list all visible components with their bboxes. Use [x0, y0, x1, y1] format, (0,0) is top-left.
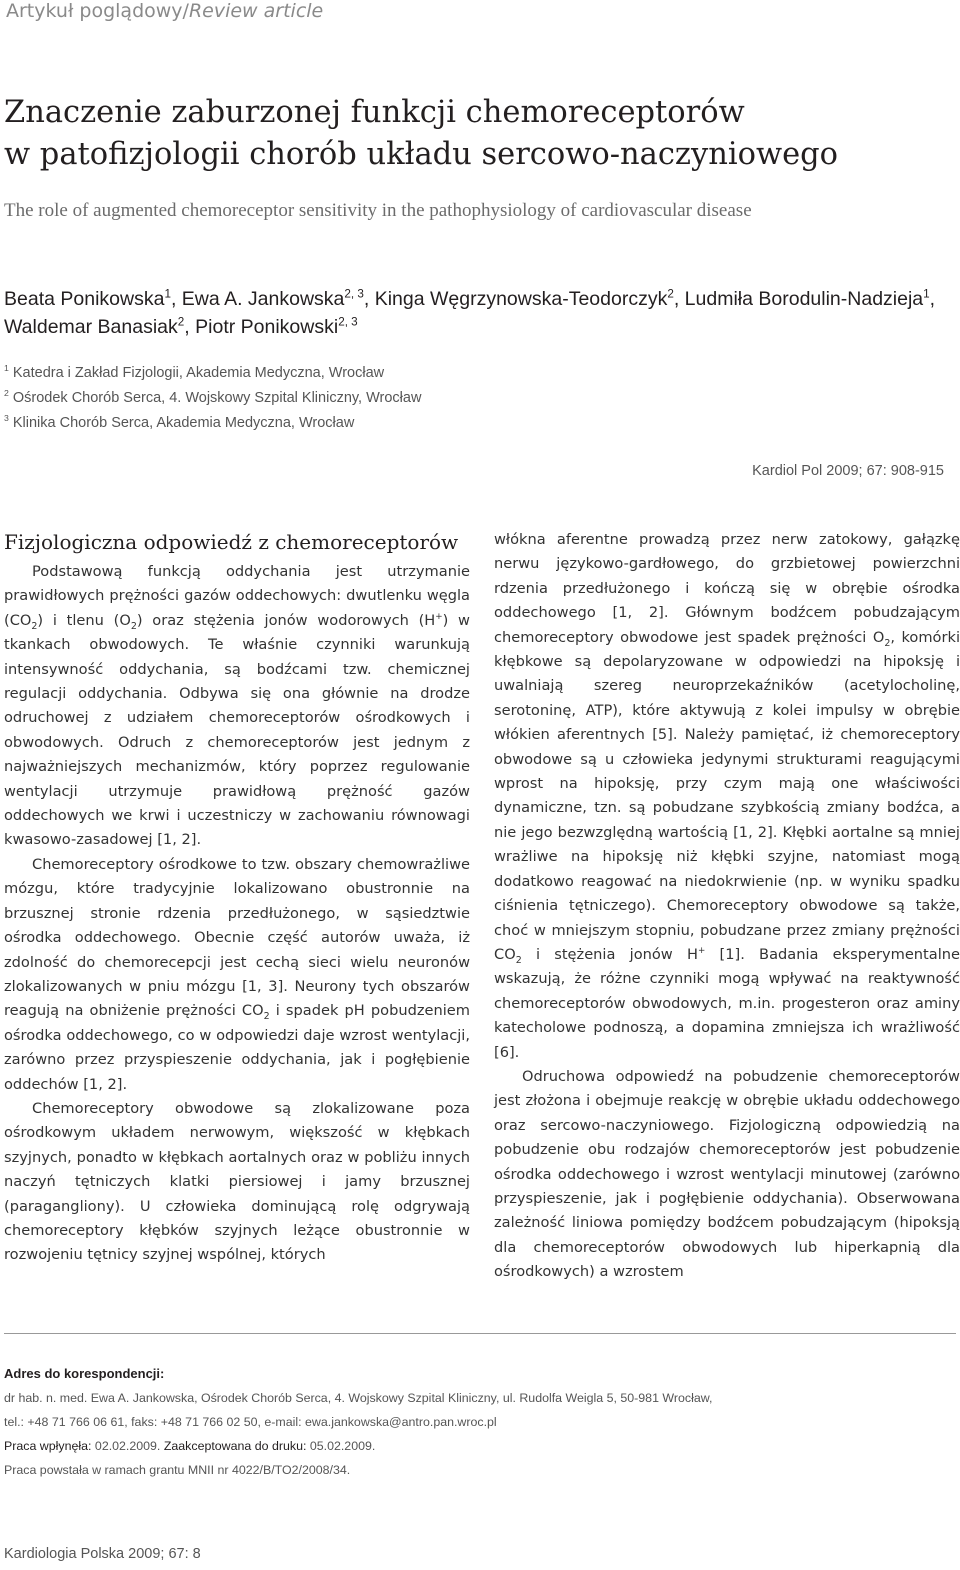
affiliations [4, 361, 421, 436]
grant-note: Praca powstała w ramach grantu MNII nr 4022/B/TO2/2008/34. [4, 1463, 351, 1477]
article-type-pl: Artykuł poglądowy/ [6, 0, 189, 22]
submission-dates: Praca wpłynęła: 02.02.2009. Zaakceptowana do druku: 05.02.2009. [4, 1439, 376, 1453]
authors-line-1: Beata Ponikowska$^1$, Ewa A. Jankowska$^{2, 3}$, Kinga Węgrzynowska-Teodorczyk$^2$, Ludmiła Borodulin-Nadzieja$^1$, [4, 287, 936, 310]
journal-citation: Kardiol Pol 2009; 67: 908-915 [752, 463, 944, 479]
paragraph: Podstawową funkcją oddychania jest utrzymanie prawidłowych prężności gazów oddechowych: dwutlenku węgla $(CO_2)$ i tlenu $(O_2)$ oraz stężenia jonów wodorowych (H+) w tkankach obwodowych. Te właśnie czynniki warunkują intensywność oddychania, są bodźcami tzw. chemicznej regulacji oddychania. Odbywa się ona głównie na drodze odruchowej z udziałem chemoreceptorów ośrodkowych i obwodowych. Odruch z chemoreceptorów jest jednym z najważniejszych mechanizmów, który poprzez regulowanie wentylacji utrzymuje prawidłową prężność gazów oddechowych we krwi i uczestniczy w zachowaniu równowagi kwasowo-zasadowej [1, 2]. [4, 563, 470, 849]
paragraph: Odruchowa odpowiedź na pobudzenie chemoreceptorów jest złożona i obejmuje reakcję w obrębie układu oddechowego oraz sercowo-naczyniowego. Fizjologiczną odpowiedzią na pobudzenie obu rodzajów chemoreceptorów jest pobudzenie ośrodka oddechowego i wzrost wentylacji minutowej (zarówno przyspieszenie, jak i pogłębienie oddychania). Obserwowana zależność liniowa pomiędzy bodźcem pobudzającym (hipoksją dla chemoreceptorów obwodowych lub hiperkapnią dla ośrodkowych) a wzrostem [494, 1067, 960, 1281]
article-type-label [6, 0, 323, 22]
author-list [4, 285, 954, 341]
body-column-left [4, 528, 470, 1268]
body-column-right [494, 528, 960, 1285]
article-type-en: Review article [188, 0, 324, 22]
correspondence-heading: Adres do korespondencji: [4, 1366, 165, 1381]
paragraph: Chemoreceptory ośrodkowe to tzw. obszary chemowrażliwe mózgu, które tradycyjnie lokalizowano obustronnie na brzusznej stronie rdzenia przedłużonego, w sąsiedztwie ośrodka oddechowego. Obecnie część autorów uważa, iż zdolność do chemorecepcji jest cechą sieci wielu neuronów zlokalizowanych w pniu mózgu [1, 3]. Neurony tych obszarów reagują na obniżenie prężności $CO_2$ i spadek pH pobudzeniem ośrodka oddechowego, co w odpowiedzi daje wzrost wentylacji, zarówno przez przyspieszenie oddychania, jak i pogłębienie oddechów [1, 2]. [4, 855, 470, 1093]
correspondence-address: dr hab. n. med. Ewa A. Jankowska, Ośrodek Chorób Serca, 4. Wojskowy Szpital Kliniczny, ul. Rudolfa Weigla 5, 50-981 Wrocław, [4, 1391, 713, 1405]
paragraph: Chemoreceptory obwodowe są zlokalizowane poza ośrodkowym układem nerwowym, większość w kłębkach szyjnych, ponadto w kłębkach aortalnych oraz w pobliżu innych naczyń tętniczych klatki piersiowej i jamy brzusznej (paragangliony). U człowieka dominującą rolę odgrywają chemoreceptory kłębków szyjnych leżące obustronnie w rozwojeniu tętnicy szyjnej wspólnej, których [4, 1099, 470, 1264]
title-line-2: w patofizjologii chorób układu sercowo-naczyniowego [4, 137, 839, 172]
section-heading: Fizjologiczna odpowiedź z chemoreceptorów [4, 530, 459, 554]
english-title: The role of augmented chemoreceptor sensitivity in the pathophysiology of cardiovascular disease [4, 200, 752, 221]
article-title [4, 92, 954, 176]
affiliation-1: $^1$ Katedra i Zakład Fizjologii, Akademia Medyczna, Wrocław [4, 363, 385, 381]
correspondence-block [4, 1362, 954, 1482]
correspondence-contact: tel.: +48 71 766 06 61, faks: +48 71 766 02 50, e-mail: ewa.jankowska@antro.pan.wroc.pl [4, 1415, 497, 1429]
page-footer: Kardiologia Polska 2009; 67: 8 [4, 1546, 201, 1562]
divider [4, 1333, 956, 1334]
title-line-1: Znaczenie zaburzonej funkcji chemoreceptorów [4, 95, 745, 130]
authors-line-2: Waldemar Banasiak$^2$, Piotr Ponikowski$^{2, 3}$ [4, 315, 358, 338]
affiliation-3: $^3$ Klinika Chorób Serca, Akademia Medyczna, Wrocław [4, 413, 355, 431]
affiliation-2: $^2$ Ośrodek Chorób Serca, 4. Wojskowy Szpital Kliniczny, Wrocław [4, 388, 422, 406]
paragraph: włókna aferentne prowadzą przez nerw zatokowy, gałązkę nerwu językowo-gardłowego, do grzbietowej powierzchni rdzenia przedłużonego i kończą się w obrębie ośrodka oddechowego [1, 2]. Głównym bodźcem pobudzającym chemoreceptory obwodowe jest spadek prężności $O_2$, komórki kłębkowe są depolaryzowane w odpowiedzi na hipoksję i uwalniają szereg neuroprzekaźników (acetylocholinę, serotoninę, ATP), które aktywują z kolei impulsy w obrębie włókien aferentnych [5]. Należy pamiętać, iż chemoreceptory obwodowe są u człowieka jedynymi strukturami reagującymi wprost na hipoksję, przy czym mają one właściwości dynamiczne, tzn. są pobudzane szybkością zmiany bodźca, a nie jego bezwzględną wartością [1, 2]. Kłębki aortalne są mniej wrażliwe na hipoksję niż kłębki szyjne, natomiast mogą dodatkowo reagować na niedokrwienie (np. w wyniku spadku ciśnienia tętniczego). Chemoreceptory obwodowe są także, choć w mniejszym stopniu, pobudzane przez zmiany prężności $CO_2$ i stężenia jonów H+ [1]. Badania eksperymentalne wskazują, że różne czynniki mogą wpływać na reaktywność chemoreceptorów obwodowych, m.in. progesteron oraz aminy katecholowe podnoszą, a dopamina zmniejsza ich wrażliwość [6]. [494, 531, 960, 1061]
